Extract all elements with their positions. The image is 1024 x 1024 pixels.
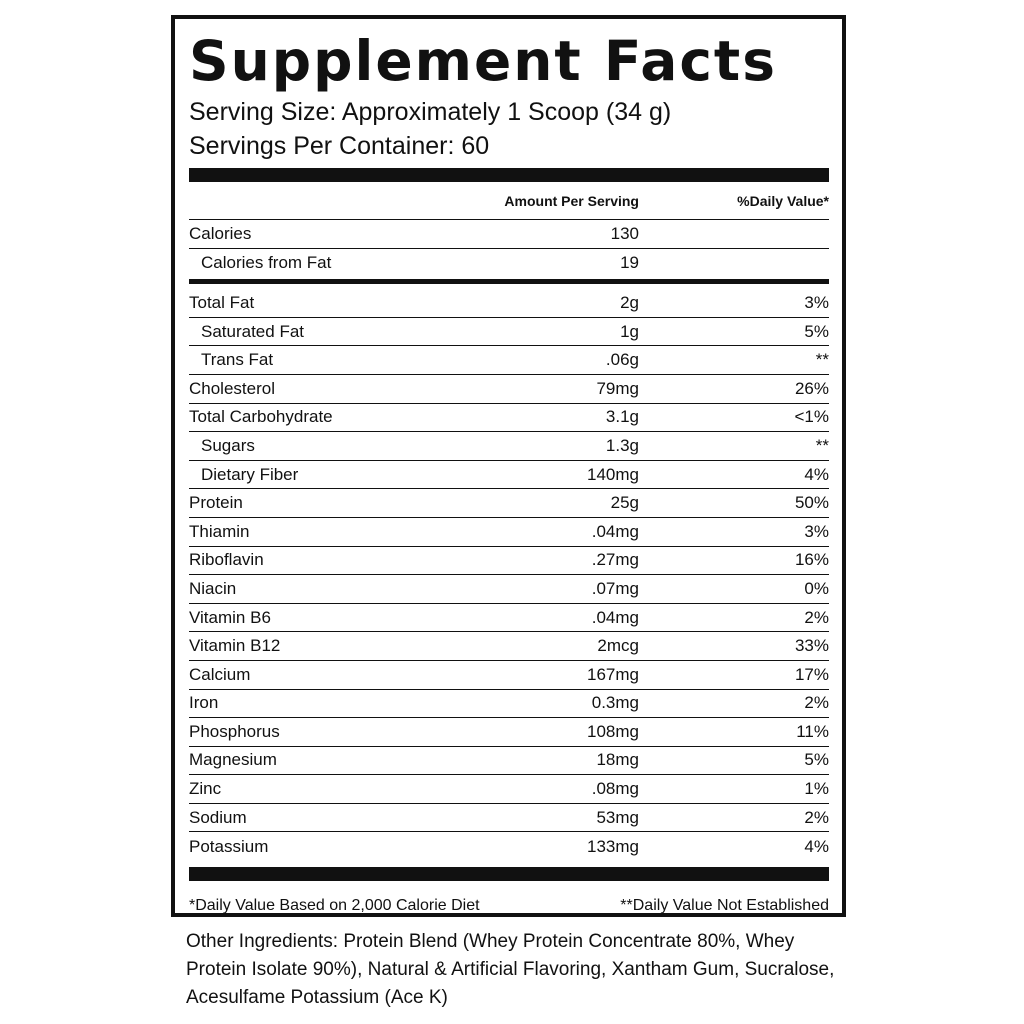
- nutrient-daily-value: 33%: [794, 636, 829, 656]
- nutrient-name: Zinc: [189, 779, 222, 799]
- nutrient-daily-value: 1%: [804, 779, 829, 799]
- serving-size: Serving Size: Approximately 1 Scoop (34 g): [189, 98, 672, 126]
- nutrient-daily-value: 2%: [804, 807, 829, 827]
- nutrient-name: Calcium: [189, 664, 251, 684]
- nutrient-daily-value: 26%: [794, 378, 829, 398]
- nutrient-amount: 130: [610, 223, 639, 243]
- nutrient-name: Vitamin B6: [189, 607, 271, 627]
- footnotes: [189, 897, 829, 915]
- nutrient-daily-value: 17%: [794, 664, 829, 684]
- table-row: [189, 346, 829, 375]
- table-row: [189, 249, 829, 278]
- nutrient-daily-value: 5%: [804, 321, 829, 341]
- nutrient-daily-value: 2%: [804, 693, 829, 713]
- nutrient-amount: .06g: [605, 350, 639, 370]
- nutrient-daily-value: 2%: [804, 607, 829, 627]
- nutrient-daily-value: 4%: [804, 836, 829, 856]
- column-header-daily-value: %Daily Value*: [737, 192, 829, 209]
- nutrient-name: Vitamin B12: [189, 636, 281, 656]
- thick-divider-bottom: [189, 867, 829, 881]
- nutrient-name: Saturated Fat: [201, 321, 305, 341]
- nutrient-name: Calories: [189, 223, 252, 243]
- nutrient-name: Iron: [189, 693, 219, 713]
- thick-divider-top: [189, 168, 829, 182]
- nutrient-name: Niacin: [189, 578, 237, 598]
- nutrient-name: Total Fat: [189, 292, 255, 312]
- nutrient-amount: 25g: [610, 493, 639, 513]
- nutrient-name: Phosphorus: [189, 721, 280, 741]
- nutrient-amount: 3.1g: [605, 407, 639, 427]
- table-row: [189, 461, 829, 490]
- table-row: [189, 632, 829, 661]
- panel-title: Supplement Facts: [189, 29, 777, 93]
- nutrient-daily-value: 5%: [804, 750, 829, 770]
- nutrients-section: [189, 289, 829, 861]
- table-row: [189, 489, 829, 518]
- nutrient-amount: 108mg: [587, 721, 639, 741]
- table-row: [189, 375, 829, 404]
- table-row: [189, 318, 829, 347]
- nutrient-amount: .04mg: [591, 607, 639, 627]
- nutrient-daily-value: 3%: [804, 292, 829, 312]
- table-row: [189, 404, 829, 433]
- table-row: [189, 690, 829, 719]
- nutrient-name: Protein: [189, 493, 243, 513]
- nutrient-amount: .27mg: [591, 550, 639, 570]
- nutrient-name: Trans Fat: [201, 350, 274, 370]
- table-row: [189, 804, 829, 833]
- table-row: [189, 832, 829, 861]
- nutrient-daily-value: 16%: [794, 550, 829, 570]
- medium-divider: [189, 279, 829, 284]
- nutrient-daily-value: 11%: [796, 721, 829, 741]
- nutrient-amount: 19: [620, 252, 639, 272]
- nutrient-amount: 1g: [620, 321, 639, 341]
- nutrient-name: Magnesium: [189, 750, 277, 770]
- nutrient-amount: .04mg: [591, 521, 639, 541]
- footnote-not-established: **Daily Value Not Established: [620, 897, 829, 915]
- servings-per-container: Servings Per Container: 60: [189, 132, 490, 160]
- nutrient-name: Dietary Fiber: [201, 464, 299, 484]
- nutrient-name: Riboflavin: [189, 550, 264, 570]
- nutrient-name: Sugars: [201, 435, 255, 455]
- calories-section: [189, 220, 829, 277]
- nutrient-amount: 2g: [620, 292, 639, 312]
- nutrient-amount: .07mg: [591, 578, 639, 598]
- nutrient-name: Cholesterol: [189, 378, 275, 398]
- nutrient-daily-value: 3%: [804, 521, 829, 541]
- nutrient-amount: 140mg: [587, 464, 639, 484]
- table-row: [189, 518, 829, 547]
- nutrient-amount: 133mg: [587, 836, 639, 856]
- nutrient-name: Potassium: [189, 836, 269, 856]
- nutrient-amount: 0.3mg: [591, 693, 639, 713]
- table-row: [189, 547, 829, 576]
- table-row: [189, 220, 829, 249]
- nutrient-daily-value: 0%: [804, 578, 829, 598]
- other-ingredients: Other Ingredients: Protein Blend (Whey Protein Concentrate 80%, Whey Protein Isolate 90%), Natural & Artificial Flavoring, Xantham Gum, Sucralose, Acesulfame Potassium (Ace K): [186, 931, 835, 1008]
- table-row: [189, 575, 829, 604]
- table-row: [189, 747, 829, 776]
- nutrient-name: Total Carbohydrate: [189, 407, 333, 427]
- nutrient-daily-value: 4%: [804, 464, 829, 484]
- nutrient-amount: .08mg: [591, 779, 639, 799]
- nutrient-name: Thiamin: [189, 521, 250, 541]
- footnote-daily-value: *Daily Value Based on 2,000 Calorie Diet: [189, 897, 480, 915]
- table-row: [189, 289, 829, 318]
- nutrient-amount: 53mg: [596, 807, 639, 827]
- column-header-amount: Amount Per Serving: [504, 192, 639, 209]
- table-row: [189, 604, 829, 633]
- nutrient-amount: 18mg: [596, 750, 639, 770]
- nutrient-name: Calories from Fat: [201, 252, 332, 272]
- nutrient-daily-value: <1%: [794, 407, 829, 427]
- supplement-facts-panel: [171, 15, 846, 917]
- table-row: [189, 661, 829, 690]
- nutrient-daily-value: 50%: [794, 493, 829, 513]
- table-row: [189, 775, 829, 804]
- nutrient-amount: 167mg: [587, 664, 639, 684]
- nutrient-daily-value: **: [815, 435, 829, 455]
- nutrient-name: Sodium: [189, 807, 247, 827]
- nutrient-amount: 2mcg: [597, 636, 639, 656]
- table-row: [189, 718, 829, 747]
- nutrient-amount: 79mg: [596, 378, 639, 398]
- table-row: [189, 432, 829, 461]
- nutrient-daily-value: **: [815, 350, 829, 370]
- nutrient-amount: 1.3g: [605, 435, 639, 455]
- column-header-row: [189, 182, 829, 220]
